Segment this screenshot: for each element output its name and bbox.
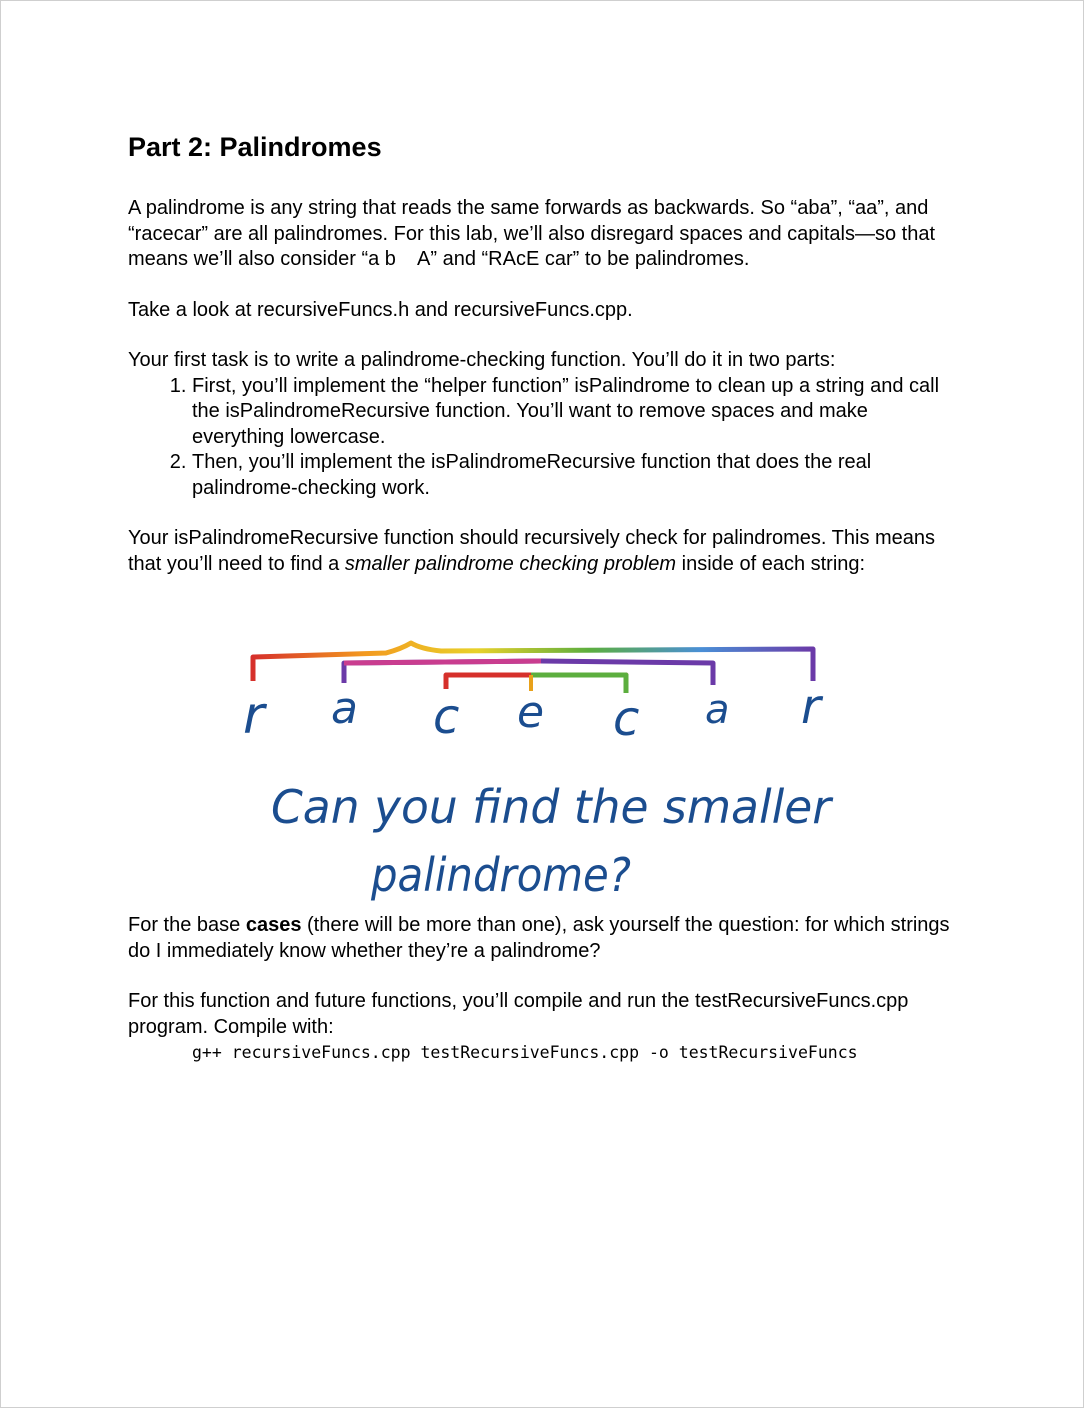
page-title: Part 2: Palindromes: [128, 132, 382, 162]
letter-e: e: [517, 687, 545, 738]
caption-line-1: Can you find the smaller: [271, 780, 835, 834]
letter-c2: c: [613, 691, 640, 747]
letter-a2: a: [705, 687, 730, 733]
intro-paragraph: A palindrome is any string that reads the same forwards as backwards. So “aba”, “aa”, and “racecar” are all palindromes. For this lab, we’ll also disregard spaces and capitals—so that means we’ll also consider “a b A” and “RAcE car” to be palindromes.: [128, 197, 941, 270]
caption-line-2: palindrome?: [370, 848, 631, 902]
step-item-1: 1. First, you’ll implement the “helper function” isPalindrome to clean up a string and call the isPalindromeRecursive function. You’ll want to remove spaces and make everything lowercase.: [192, 374, 958, 451]
letter-c1: c: [433, 689, 460, 745]
inner-bracket-right: [531, 675, 626, 693]
handwritten-caption: [271, 780, 834, 902]
recursive-paragraph: [128, 526, 958, 577]
base-text-after: (there will be more than one), ask yourself the question: for which strings do I immediately know whether they’re a palindrome?: [128, 914, 950, 962]
step-item-2: 2. Then, you’ll implement the isPalindromeRecursive function that does the real palindrome-checking work.: [192, 450, 958, 501]
steps-list: [128, 374, 958, 502]
recursive-text-before: Your isPalindromeRecursive function should recursively check for palindromes. This means that you’ll need to find a: [128, 527, 936, 575]
middle-bracket-top: [344, 661, 541, 663]
compile-command: g++ recursiveFuncs.cpp testRecursiveFuncs.cpp -o testRecursiveFuncs: [192, 1043, 858, 1062]
files-paragraph: Take a look at recursiveFuncs.h and recursiveFuncs.cpp.: [128, 298, 633, 321]
recursive-text-after: inside of each string:: [676, 552, 866, 575]
base-text-bold: cases: [245, 914, 302, 936]
recursive-text-emphasis: smaller palindrome checking problem: [344, 552, 677, 575]
letter-r1: r: [243, 686, 265, 746]
document-content: [128, 129, 958, 1066]
compile-paragraph: For this function and future functions, you’ll compile and run the testRecursiveFuncs.cpp program. Compile with:: [128, 990, 909, 1038]
letter-a1: a: [331, 683, 358, 734]
task-intro-paragraph: Your first task is to write a palindrome-checking function. You’ll do it in two parts:: [128, 349, 836, 371]
handwritten-racecar: [243, 679, 824, 747]
base-text-before: For the base: [128, 914, 246, 936]
palindrome-figure: [201, 623, 901, 923]
letter-r2: r: [801, 679, 821, 735]
